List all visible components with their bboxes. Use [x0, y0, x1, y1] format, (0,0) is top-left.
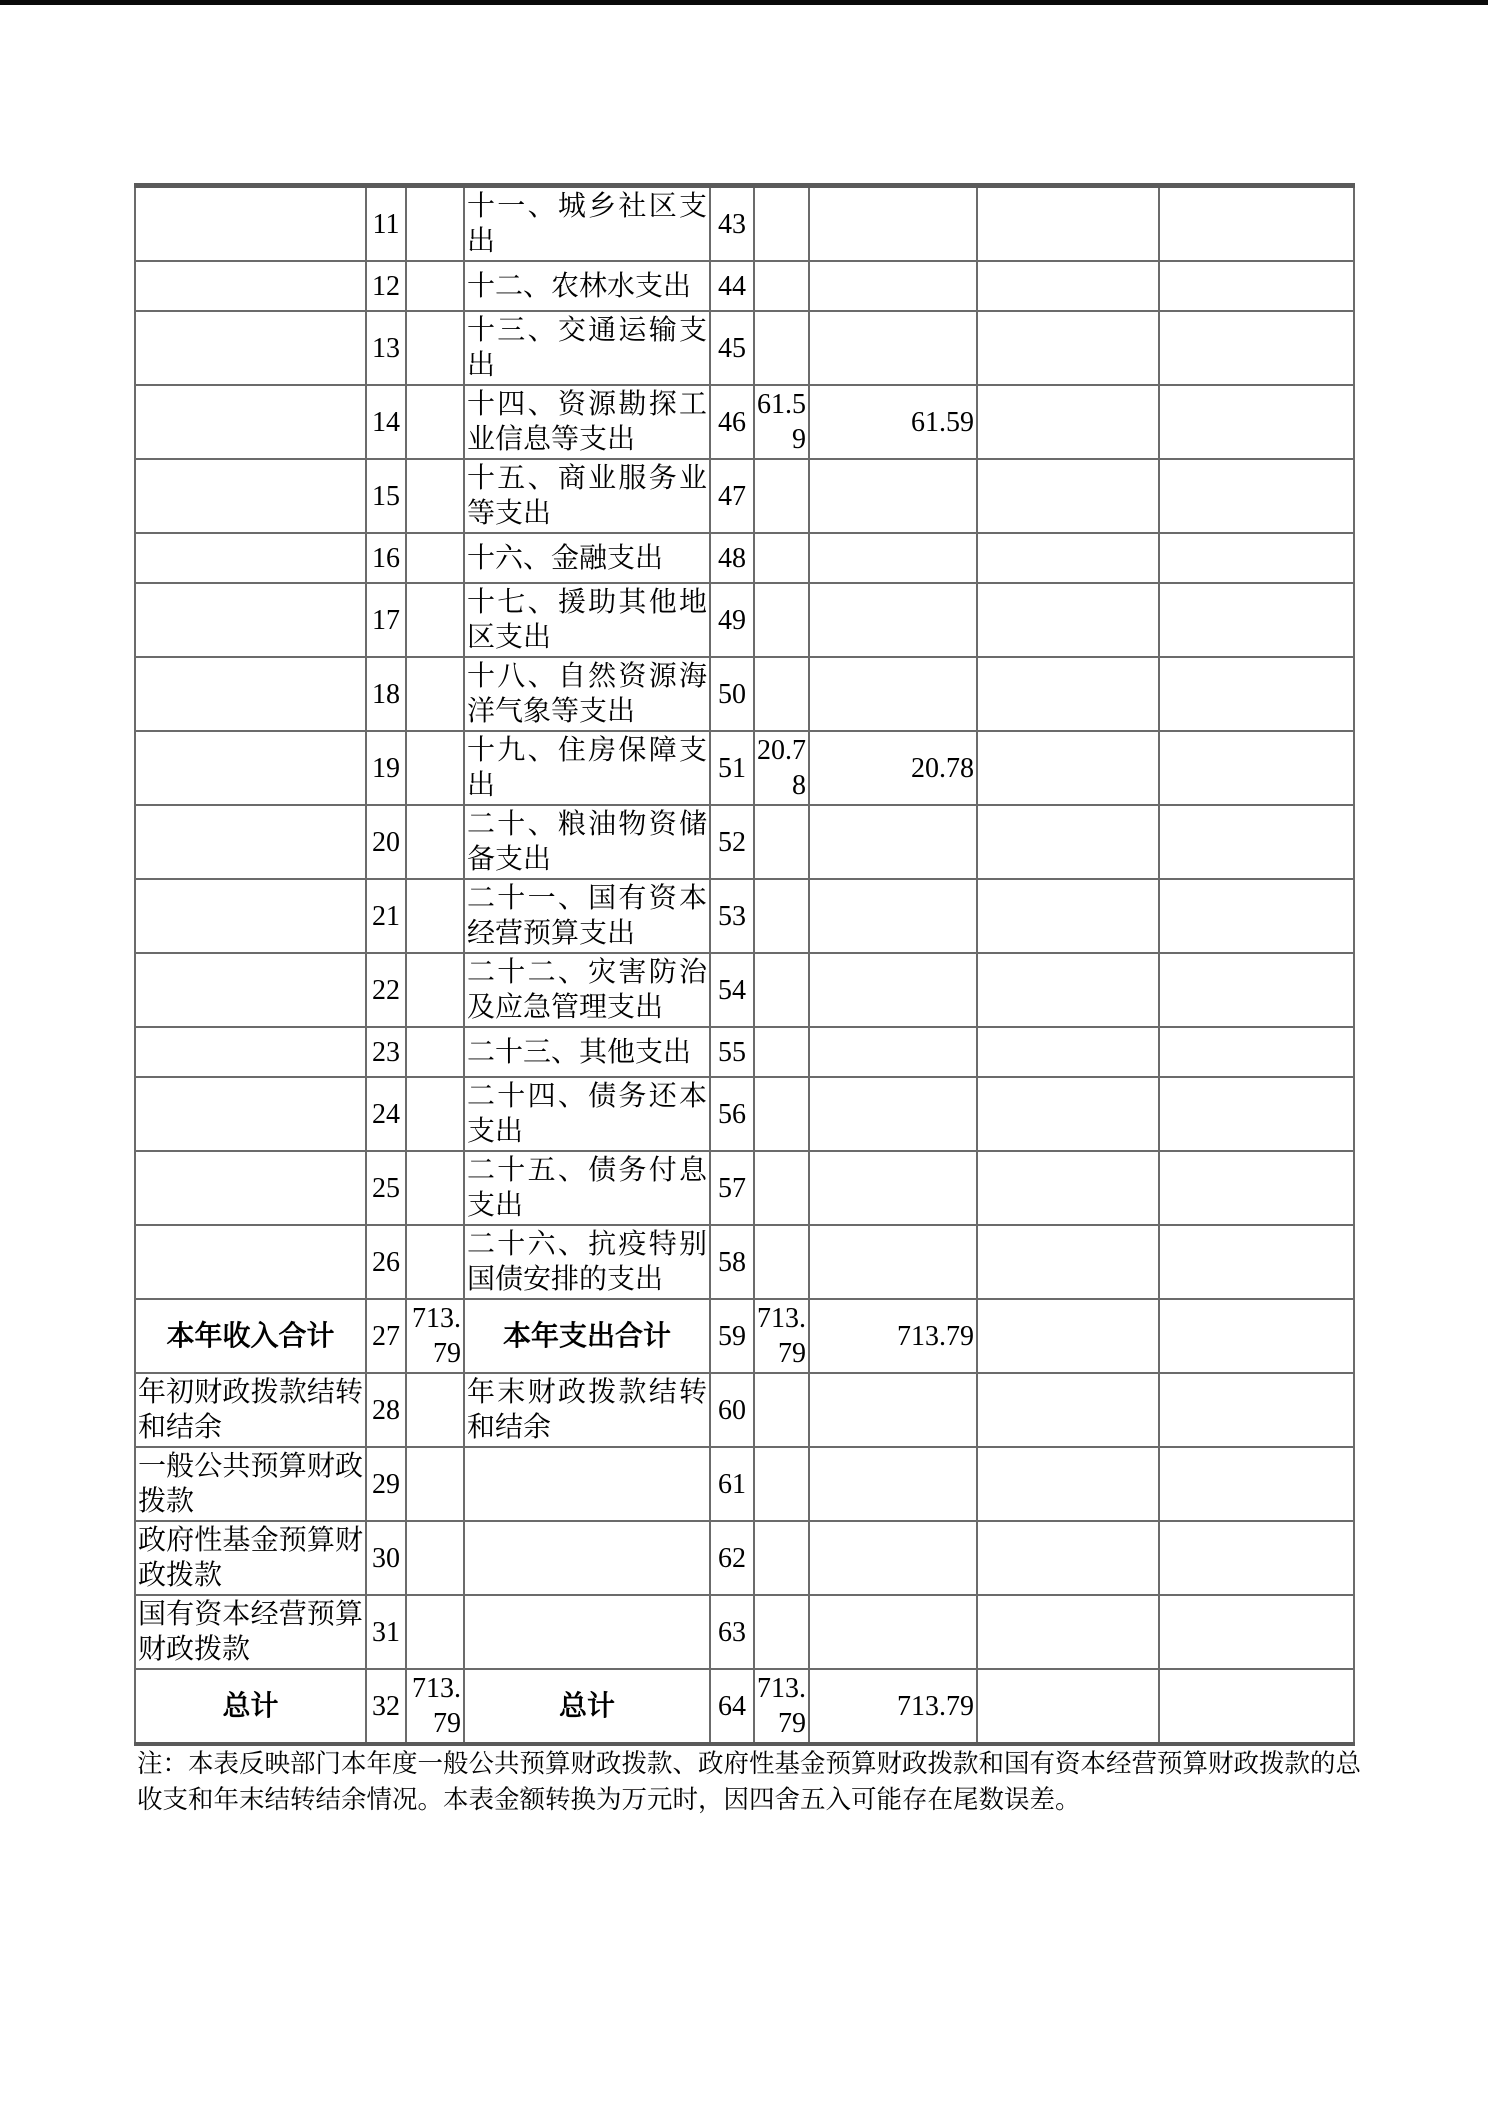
table-row [135, 657, 1354, 731]
cell-income-line-no: 21 [366, 879, 406, 953]
cell-expenditure-name: 二十三、其他支出 [464, 1027, 710, 1077]
cell-expenditure-state-capital-budget [1159, 385, 1354, 459]
cell-expenditure-total [754, 311, 809, 385]
cell-income-amount [406, 261, 464, 311]
cell-income-line-no: 14 [366, 385, 406, 459]
cell-expenditure-name [464, 1447, 710, 1521]
cell-expenditure-gov-fund-budget [977, 731, 1159, 805]
table-row [135, 953, 1354, 1027]
cell-income-name [135, 583, 366, 657]
cell-expenditure-name: 二十一、国有资本经营预算支出 [464, 879, 710, 953]
cell-expenditure-state-capital-budget [1159, 1669, 1354, 1744]
cell-income-amount [406, 1447, 464, 1521]
cell-expenditure-gov-fund-budget [977, 1151, 1159, 1225]
cell-expenditure-state-capital-budget [1159, 1373, 1354, 1447]
cell-expenditure-line-no: 64 [710, 1669, 754, 1744]
cell-expenditure-gov-fund-budget [977, 1447, 1159, 1521]
cell-expenditure-state-capital-budget [1159, 879, 1354, 953]
cell-expenditure-general-public-budget [809, 805, 977, 879]
cell-expenditure-general-public-budget [809, 1027, 977, 1077]
cell-expenditure-state-capital-budget [1159, 1225, 1354, 1299]
cell-income-name [135, 1225, 366, 1299]
cell-expenditure-state-capital-budget [1159, 657, 1354, 731]
cell-expenditure-gov-fund-budget [977, 879, 1159, 953]
cell-expenditure-name: 十六、金融支出 [464, 533, 710, 583]
cell-expenditure-name: 二十五、债务付息支出 [464, 1151, 710, 1225]
cell-income-amount [406, 459, 464, 533]
cell-income-name [135, 385, 366, 459]
cell-income-amount [406, 385, 464, 459]
cell-expenditure-state-capital-budget [1159, 1299, 1354, 1373]
cell-expenditure-total: 713.79 [754, 1669, 809, 1744]
cell-expenditure-gov-fund-budget [977, 1595, 1159, 1669]
cell-income-amount [406, 657, 464, 731]
cell-expenditure-total [754, 805, 809, 879]
table-row [135, 459, 1354, 533]
cell-expenditure-name: 十九、住房保障支出 [464, 731, 710, 805]
cell-expenditure-name: 二十、粮油物资储备支出 [464, 805, 710, 879]
cell-expenditure-total [754, 1077, 809, 1151]
cell-expenditure-general-public-budget [809, 186, 977, 262]
cell-income-line-no: 29 [366, 1447, 406, 1521]
cell-expenditure-total [754, 1225, 809, 1299]
cell-expenditure-line-no: 47 [710, 459, 754, 533]
cell-expenditure-name [464, 1521, 710, 1595]
cell-income-amount [406, 1595, 464, 1669]
cell-expenditure-general-public-budget [809, 261, 977, 311]
cell-expenditure-state-capital-budget [1159, 533, 1354, 583]
cell-expenditure-state-capital-budget [1159, 1027, 1354, 1077]
cell-expenditure-gov-fund-budget [977, 657, 1159, 731]
cell-expenditure-total [754, 1151, 809, 1225]
cell-income-name: 年初财政拨款结转和结余 [135, 1373, 366, 1447]
table-row [135, 583, 1354, 657]
cell-income-amount [406, 311, 464, 385]
cell-income-amount [406, 186, 464, 262]
cell-income-amount [406, 1151, 464, 1225]
cell-income-amount [406, 879, 464, 953]
cell-expenditure-gov-fund-budget [977, 533, 1159, 583]
cell-expenditure-name [464, 1595, 710, 1669]
cell-income-line-no: 16 [366, 533, 406, 583]
table-row [135, 1521, 1354, 1595]
cell-expenditure-general-public-budget [809, 953, 977, 1027]
cell-expenditure-gov-fund-budget [977, 1373, 1159, 1447]
cell-income-line-no: 28 [366, 1373, 406, 1447]
cell-expenditure-state-capital-budget [1159, 1521, 1354, 1595]
cell-expenditure-total: 713.79 [754, 1299, 809, 1373]
cell-expenditure-line-no: 53 [710, 879, 754, 953]
cell-expenditure-total [754, 1521, 809, 1595]
cell-income-line-no: 30 [366, 1521, 406, 1595]
table-row [135, 261, 1354, 311]
cell-expenditure-gov-fund-budget [977, 953, 1159, 1027]
table-row [135, 1299, 1354, 1373]
cell-expenditure-state-capital-budget [1159, 261, 1354, 311]
cell-expenditure-gov-fund-budget [977, 459, 1159, 533]
cell-income-amount [406, 805, 464, 879]
cell-expenditure-total [754, 459, 809, 533]
table-row [135, 731, 1354, 805]
cell-expenditure-gov-fund-budget [977, 311, 1159, 385]
cell-income-name: 政府性基金预算财政拨款 [135, 1521, 366, 1595]
cell-expenditure-name: 十一、城乡社区支出 [464, 186, 710, 262]
cell-expenditure-state-capital-budget [1159, 1447, 1354, 1521]
cell-expenditure-state-capital-budget [1159, 731, 1354, 805]
table-row [135, 1151, 1354, 1225]
cell-expenditure-line-no: 51 [710, 731, 754, 805]
cell-income-line-no: 24 [366, 1077, 406, 1151]
table-row [135, 1225, 1354, 1299]
cell-expenditure-total [754, 1447, 809, 1521]
cell-income-amount [406, 533, 464, 583]
cell-expenditure-line-no: 57 [710, 1151, 754, 1225]
cell-expenditure-line-no: 52 [710, 805, 754, 879]
cell-income-line-no: 15 [366, 459, 406, 533]
cell-expenditure-state-capital-budget [1159, 1077, 1354, 1151]
cell-income-name [135, 186, 366, 262]
cell-expenditure-total: 20.78 [754, 731, 809, 805]
cell-income-amount [406, 1521, 464, 1595]
cell-expenditure-name: 本年支出合计 [464, 1299, 710, 1373]
cell-expenditure-name: 总计 [464, 1669, 710, 1744]
cell-expenditure-line-no: 59 [710, 1299, 754, 1373]
cell-expenditure-general-public-budget [809, 583, 977, 657]
cell-expenditure-name: 二十六、抗疫特别国债安排的支出 [464, 1225, 710, 1299]
cell-expenditure-line-no: 60 [710, 1373, 754, 1447]
cell-income-line-no: 17 [366, 583, 406, 657]
table-note: 注：本表反映部门本年度一般公共预算财政拨款、政府性基金预算财政拨款和国有资本经营预算财政拨款的总收支和年末结转结余情况。本表金额转换为万元时，因四舍五入可能存在尾数误差。 [137, 1749, 1362, 1814]
table-row [135, 879, 1354, 953]
cell-expenditure-general-public-budget: 20.78 [809, 731, 977, 805]
cell-income-name [135, 311, 366, 385]
cell-expenditure-name: 二十四、债务还本支出 [464, 1077, 710, 1151]
cell-expenditure-line-no: 58 [710, 1225, 754, 1299]
cell-expenditure-line-no: 44 [710, 261, 754, 311]
cell-expenditure-total [754, 533, 809, 583]
cell-expenditure-line-no: 43 [710, 186, 754, 262]
cell-income-name [135, 879, 366, 953]
cell-expenditure-line-no: 46 [710, 385, 754, 459]
cell-income-line-no: 26 [366, 1225, 406, 1299]
budget-summary-table [134, 183, 1355, 1746]
cell-expenditure-name: 十四、资源勘探工业信息等支出 [464, 385, 710, 459]
cell-expenditure-line-no: 45 [710, 311, 754, 385]
cell-expenditure-gov-fund-budget [977, 385, 1159, 459]
cell-income-amount [406, 953, 464, 1027]
cell-income-line-no: 13 [366, 311, 406, 385]
table-row [135, 805, 1354, 879]
table-row [135, 1595, 1354, 1669]
cell-expenditure-general-public-budget [809, 879, 977, 953]
cell-expenditure-line-no: 54 [710, 953, 754, 1027]
cell-income-name [135, 533, 366, 583]
cell-expenditure-general-public-budget: 713.79 [809, 1299, 977, 1373]
cell-expenditure-total: 61.59 [754, 385, 809, 459]
cell-income-name [135, 657, 366, 731]
cell-income-line-no: 27 [366, 1299, 406, 1373]
cell-income-name: 总计 [135, 1669, 366, 1744]
cell-expenditure-gov-fund-budget [977, 186, 1159, 262]
cell-income-line-no: 23 [366, 1027, 406, 1077]
cell-income-name [135, 1077, 366, 1151]
cell-expenditure-line-no: 63 [710, 1595, 754, 1669]
cell-expenditure-general-public-budget [809, 1373, 977, 1447]
cell-income-amount [406, 731, 464, 805]
cell-expenditure-gov-fund-budget [977, 1521, 1159, 1595]
cell-expenditure-general-public-budget [809, 1225, 977, 1299]
cell-income-name [135, 953, 366, 1027]
cell-expenditure-general-public-budget [809, 1521, 977, 1595]
cell-expenditure-state-capital-budget [1159, 583, 1354, 657]
cell-expenditure-total [754, 261, 809, 311]
cell-expenditure-state-capital-budget [1159, 1151, 1354, 1225]
cell-expenditure-state-capital-budget [1159, 1595, 1354, 1669]
cell-expenditure-general-public-budget [809, 1077, 977, 1151]
cell-expenditure-general-public-budget: 713.79 [809, 1669, 977, 1744]
cell-expenditure-general-public-budget [809, 1595, 977, 1669]
cell-expenditure-name: 二十二、灾害防治及应急管理支出 [464, 953, 710, 1027]
table-row [135, 385, 1354, 459]
cell-expenditure-gov-fund-budget [977, 1077, 1159, 1151]
table-row [135, 1077, 1354, 1151]
cell-income-line-no: 32 [366, 1669, 406, 1744]
cell-expenditure-total [754, 879, 809, 953]
cell-expenditure-line-no: 62 [710, 1521, 754, 1595]
cell-income-line-no: 20 [366, 805, 406, 879]
cell-expenditure-gov-fund-budget [977, 1669, 1159, 1744]
cell-income-amount [406, 1373, 464, 1447]
cell-income-name: 本年收入合计 [135, 1299, 366, 1373]
cell-expenditure-name: 十五、商业服务业等支出 [464, 459, 710, 533]
cell-expenditure-total [754, 953, 809, 1027]
cell-expenditure-general-public-budget [809, 657, 977, 731]
table-row [135, 1447, 1354, 1521]
cell-expenditure-gov-fund-budget [977, 1225, 1159, 1299]
cell-income-amount: 713.79 [406, 1669, 464, 1744]
table-row [135, 1669, 1354, 1744]
cell-income-line-no: 22 [366, 953, 406, 1027]
cell-income-amount [406, 583, 464, 657]
cell-expenditure-total [754, 186, 809, 262]
cell-expenditure-gov-fund-budget [977, 1027, 1159, 1077]
cell-expenditure-state-capital-budget [1159, 805, 1354, 879]
cell-income-amount [406, 1027, 464, 1077]
cell-expenditure-total [754, 1027, 809, 1077]
cell-expenditure-state-capital-budget [1159, 311, 1354, 385]
cell-income-name: 一般公共预算财政拨款 [135, 1447, 366, 1521]
cell-expenditure-gov-fund-budget [977, 1299, 1159, 1373]
table-row [135, 311, 1354, 385]
cell-income-amount [406, 1077, 464, 1151]
cell-expenditure-line-no: 56 [710, 1077, 754, 1151]
cell-expenditure-total [754, 583, 809, 657]
cell-income-name: 国有资本经营预算财政拨款 [135, 1595, 366, 1669]
table-row [135, 533, 1354, 583]
cell-income-amount: 713.79 [406, 1299, 464, 1373]
cell-expenditure-line-no: 61 [710, 1447, 754, 1521]
cell-expenditure-general-public-budget [809, 533, 977, 583]
cell-income-line-no: 19 [366, 731, 406, 805]
cell-income-line-no: 11 [366, 186, 406, 262]
cell-income-line-no: 25 [366, 1151, 406, 1225]
cell-expenditure-state-capital-budget [1159, 953, 1354, 1027]
budget-table-body [135, 186, 1354, 1745]
cell-expenditure-general-public-budget [809, 459, 977, 533]
cell-expenditure-total [754, 1373, 809, 1447]
cell-expenditure-general-public-budget [809, 311, 977, 385]
cell-income-line-no: 31 [366, 1595, 406, 1669]
top-black-bar [0, 0, 1488, 5]
cell-income-line-no: 18 [366, 657, 406, 731]
cell-expenditure-line-no: 55 [710, 1027, 754, 1077]
cell-expenditure-name: 十八、自然资源海洋气象等支出 [464, 657, 710, 731]
cell-expenditure-name: 十二、农林水支出 [464, 261, 710, 311]
cell-expenditure-state-capital-budget [1159, 186, 1354, 262]
cell-expenditure-name: 十七、援助其他地区支出 [464, 583, 710, 657]
cell-income-name [135, 459, 366, 533]
cell-expenditure-state-capital-budget [1159, 459, 1354, 533]
cell-expenditure-total [754, 657, 809, 731]
cell-income-amount [406, 1225, 464, 1299]
cell-expenditure-name: 年末财政拨款结转和结余 [464, 1373, 710, 1447]
table-row [135, 186, 1354, 262]
table-row [135, 1373, 1354, 1447]
cell-expenditure-line-no: 50 [710, 657, 754, 731]
cell-expenditure-gov-fund-budget [977, 583, 1159, 657]
cell-expenditure-general-public-budget [809, 1151, 977, 1225]
table-row [135, 1027, 1354, 1077]
cell-expenditure-general-public-budget [809, 1447, 977, 1521]
cell-income-name [135, 1151, 366, 1225]
cell-expenditure-general-public-budget: 61.59 [809, 385, 977, 459]
cell-expenditure-line-no: 48 [710, 533, 754, 583]
cell-income-name [135, 805, 366, 879]
cell-expenditure-total [754, 1595, 809, 1669]
cell-income-name [135, 1027, 366, 1077]
cell-income-name [135, 731, 366, 805]
cell-expenditure-name: 十三、交通运输支出 [464, 311, 710, 385]
cell-expenditure-line-no: 49 [710, 583, 754, 657]
cell-income-line-no: 12 [366, 261, 406, 311]
cell-income-name [135, 261, 366, 311]
cell-expenditure-gov-fund-budget [977, 261, 1159, 311]
cell-expenditure-gov-fund-budget [977, 805, 1159, 879]
